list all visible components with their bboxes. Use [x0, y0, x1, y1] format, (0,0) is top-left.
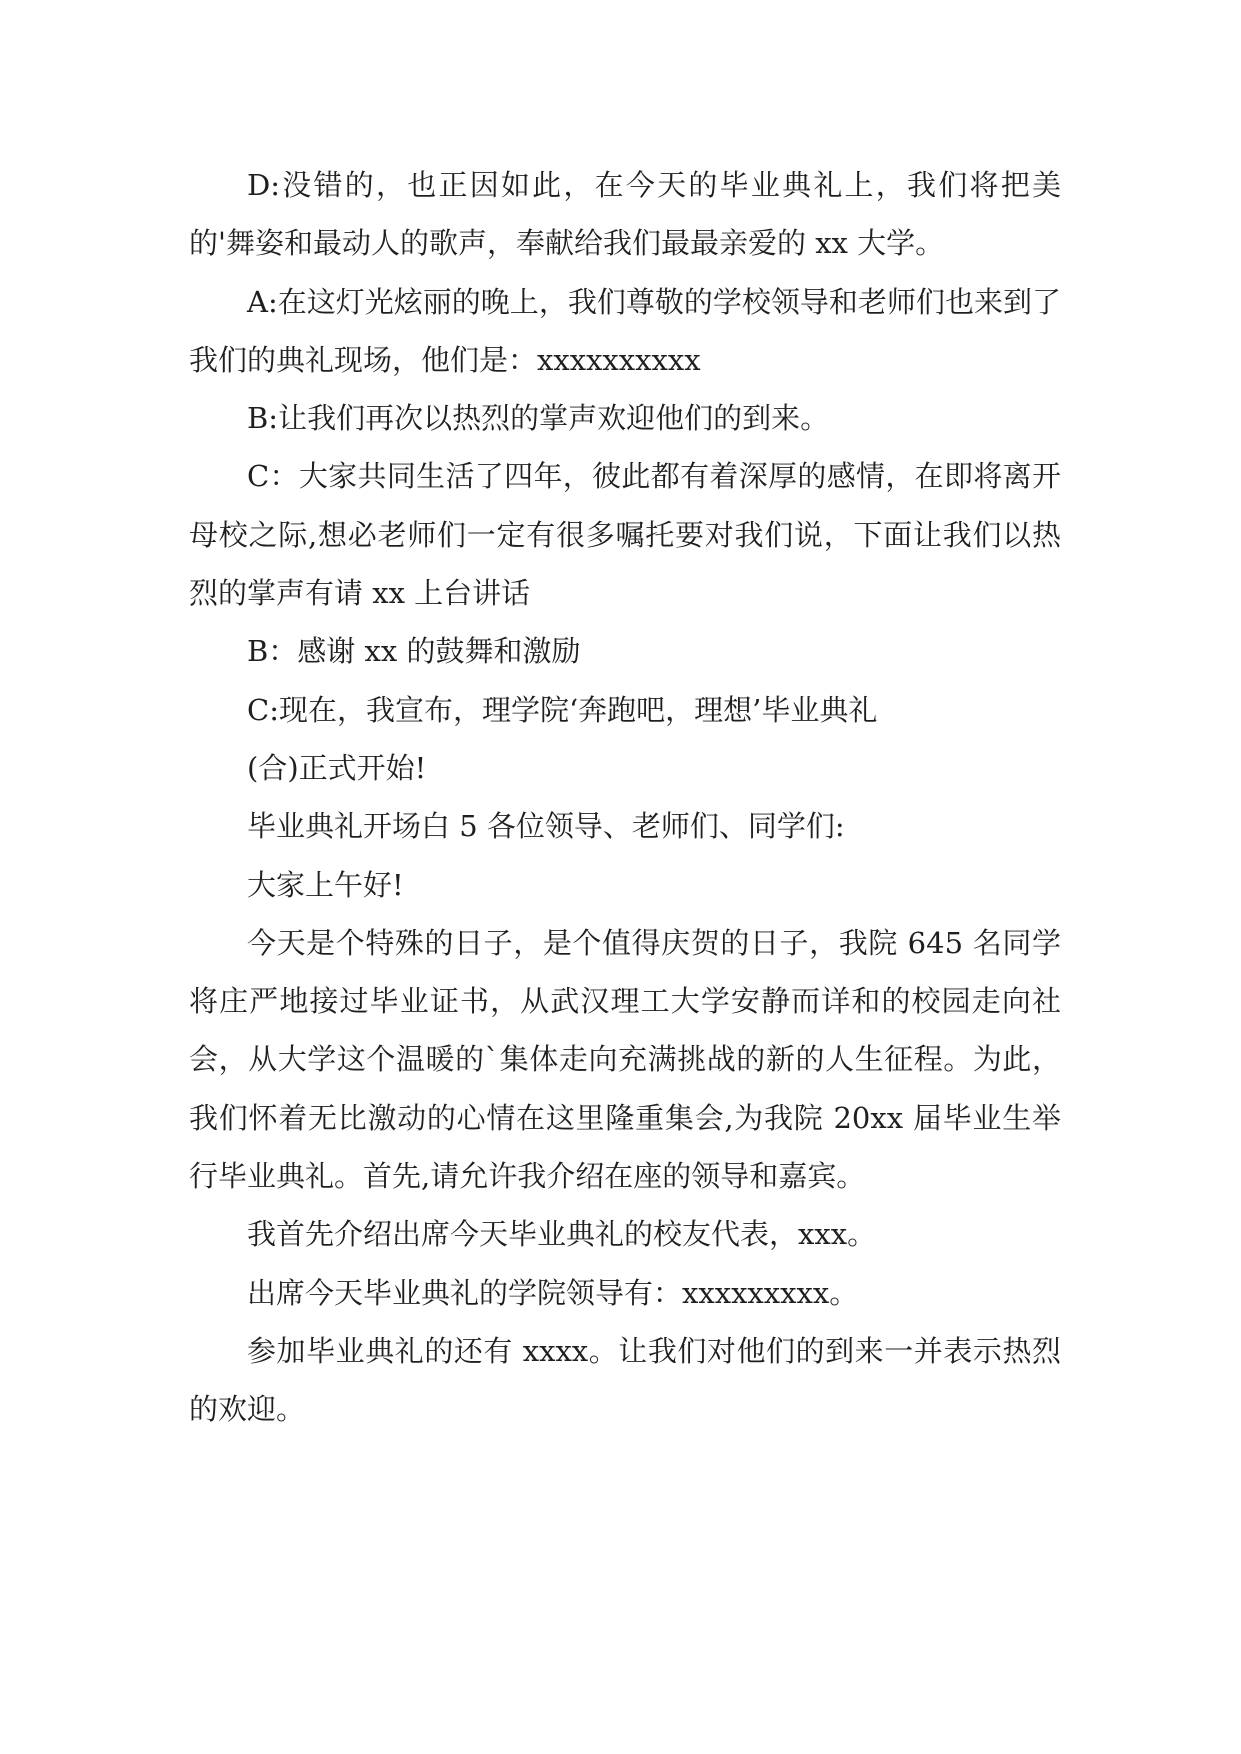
- paragraph-c-announcement: C:现在，我宣布，理学院‘奔跑吧，理想’毕业典礼: [247, 692, 878, 727]
- paragraph-greeting: 大家上午好!: [247, 867, 404, 902]
- paragraph-other-guests: 参加毕业典礼的还有 xxxx。让我们对他们的到来一并表示热烈的欢迎。: [189, 1333, 1061, 1427]
- paragraph-alumni-representative: 我首先介绍出席今天毕业典礼的校友代表，xxx。: [247, 1217, 877, 1252]
- paragraph-b-welcome: B:让我们再次以热烈的掌声欢迎他们的到来。: [247, 401, 830, 436]
- paragraph-special-day: 今天是个特殊的日子，是个值得庆贺的日子，我院 645 名同学将庄严地接过毕业证书，从武汉理工大学安静而详和的校园走向社会，从大学这个温暖的`集体走向充满挑战的新的人生征程。为此，我们怀着无比激动的心情在这里隆重集会,为我院 20xx 届毕业生举行毕业典礼。首先,请允许我介绍在座的领导和嘉宾。: [189, 925, 1061, 1194]
- paragraph-d-dialogue: D:没错的，也正因如此，在今天的毕业典礼上，我们将把美的'舞姿和最动人的歌声，奉献给我们最最亲爱的 xx 大学。: [189, 168, 1061, 261]
- paragraph-opening-5-heading: 毕业典礼开场白 5 各位领导、老师们、同学们:: [247, 809, 845, 844]
- paragraph-a-dialogue: A:在这灯光炫丽的晚上，我们尊敬的学校领导和老师们也来到了我们的典礼现场，他们是：xxxxxxxxxx: [189, 284, 1061, 377]
- paragraph-together-start: (合)正式开始!: [247, 750, 427, 785]
- document-body: [189, 156, 1061, 1439]
- paragraph-b-thanks: B：感谢 xx 的鼓舞和激励: [247, 634, 581, 669]
- paragraph-college-leaders: 出席今天毕业典礼的学院领导有：xxxxxxxxx。: [247, 1275, 859, 1310]
- paragraph-c-speech-invite: C：大家共同生活了四年，彼此都有着深厚的感情，在即将离开母校之际,想必老师们一定有很多嘱托要对我们说，下面让我们以热烈的掌声有请 xx 上台讲话: [189, 459, 1061, 611]
